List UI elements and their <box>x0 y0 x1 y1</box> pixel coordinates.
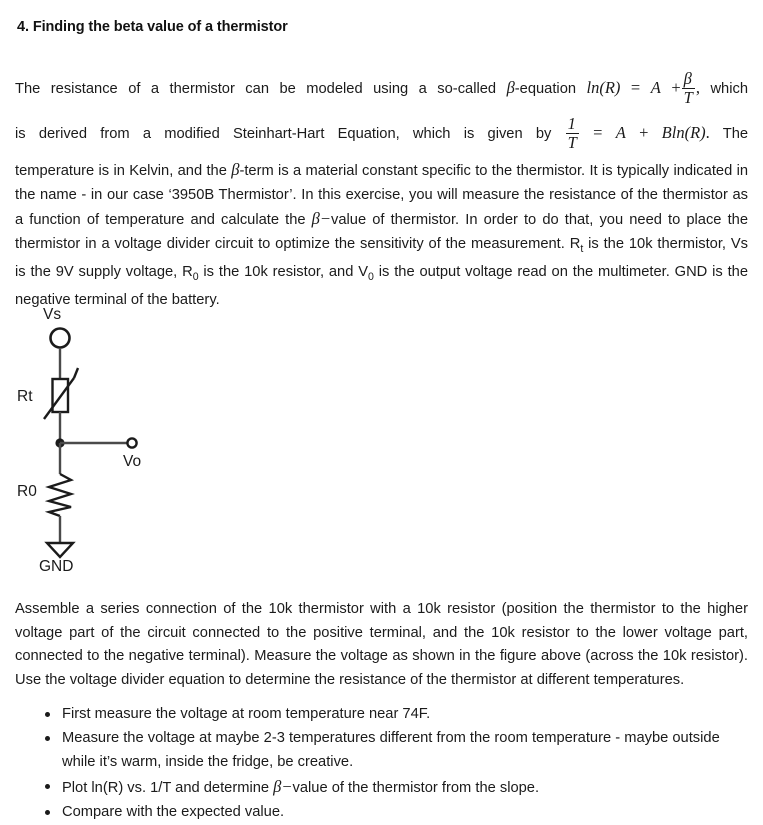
ground-label: GND <box>39 558 74 575</box>
equation2-numerator: 1 <box>567 114 576 134</box>
subscript-t: t <box>580 242 584 255</box>
circuit-diagram-figure <box>0 300 260 580</box>
paragraph-1-seg3: which <box>699 81 749 97</box>
supply-terminal-icon <box>51 329 70 348</box>
instructions-text-block <box>15 598 748 692</box>
equation1-comma: , <box>695 78 700 97</box>
paragraph-2-seg2: The <box>709 126 749 142</box>
paragraph-2-seg1: is derived from a modified Steinhart-Hart Equation, which is given by <box>15 126 565 142</box>
paragraph-3-part5: is the 10k resistor, and V <box>198 263 369 280</box>
equation-beta-form <box>586 69 700 107</box>
resistor-zigzag-icon <box>49 474 71 516</box>
task-bullet-list <box>15 703 748 825</box>
thermistor-label: Rt <box>17 388 33 405</box>
output-terminal-icon <box>127 438 136 447</box>
beta-value-symbol: β− <box>311 209 332 228</box>
subscript-zero-voltage: 0 <box>368 270 374 283</box>
list-item-text: Measure the voltage at maybe 2-3 temperatures different from the room temperature - maybe outside while it’s warm, inside the fridge, be creative. <box>62 730 720 770</box>
bullet-dot-icon <box>45 736 50 741</box>
paragraph-3-part3: value of thermistor. In order to do that, you need to place the thermistor in a voltage divider circuit to optimize the sensitivity of the measurement. R <box>15 212 748 252</box>
output-label: Vo <box>123 453 142 470</box>
paragraph-3-part6: is the output voltage read on the multimeter. GND is the negative terminal of the battery. <box>15 263 748 309</box>
equation2-fraction <box>566 115 579 151</box>
equation2-denominator: T <box>567 132 577 152</box>
beta-value-symbol-bullet: β− <box>273 776 293 796</box>
paragraph-3-part4: is the 10k thermistor, Vs is the 9V supply voltage, R <box>15 235 749 280</box>
paragraph-3 <box>15 158 748 313</box>
bullet-dot-icon <box>45 810 50 815</box>
equation1-plus: + <box>671 78 681 97</box>
equation2-eq: = <box>593 123 603 142</box>
beta-symbol: β <box>506 78 515 97</box>
bullet-dot-icon <box>45 784 50 789</box>
list-item-text-before: Plot ln(R) vs. 1/T and determine <box>62 779 274 796</box>
paragraph-1-seg1: The resistance of a thermistor can be modeled using a so-called <box>15 81 507 97</box>
equation2-rhs-b: Bln(R) <box>661 123 706 142</box>
equation1-numerator: β <box>683 69 692 89</box>
list-item-text: Compare with the expected value. <box>62 803 285 820</box>
equation2-rhs-a: A <box>615 123 626 142</box>
paragraph-2 <box>15 111 748 156</box>
paragraph-3-part1: temperature is in Kelvin, and the <box>15 163 232 179</box>
beta-symbol-term: β <box>231 160 240 179</box>
bullet-dot-icon <box>45 712 50 717</box>
equation2-period: . <box>705 123 710 142</box>
subscript-zero-resistor: 0 <box>192 270 199 283</box>
list-item <box>15 703 748 727</box>
resistor-label: R0 <box>17 483 37 500</box>
instructions-paragraph: Assemble a series connection of the 10k thermistor with a 10k resistor (position the thermistor to the higher voltage part of the circuit connected to the positive terminal, and the 10k resistor to the lower voltage part, connected to the negative terminal). Measure the voltage as shown in the figure above (across the 10k resistor). Use the voltage divider equation to determine the resistance of the thermistor at different temperatures. <box>15 601 748 688</box>
equation1-fraction <box>682 70 695 106</box>
thermistor-arrow-kink-icon <box>74 368 78 378</box>
equation1-lhs: ln(R) <box>586 78 621 97</box>
equation1-eq: = <box>630 78 641 97</box>
list-item <box>15 801 748 825</box>
equation1-rhs-a: A <box>650 78 661 97</box>
paragraph-3-part2: -term is a material constant specific to the thermistor. It is typically indicated in the name - in our case ‘3950B Thermistor’. In this exercise, you will measure the resistance of the thermistor as a function of temperature and calculate the <box>15 163 748 228</box>
equation1-denominator: T <box>683 87 693 107</box>
circuit-diagram-svg <box>0 300 260 580</box>
equation2-plus: + <box>639 123 649 142</box>
equation-steinhart-hart <box>565 114 710 152</box>
paragraph-1 <box>15 66 748 111</box>
page-title: 4. Finding the beta value of a thermistor <box>17 19 288 35</box>
intro-text-block <box>15 66 748 313</box>
list-item-text-after: value of the thermistor from the slope. <box>292 779 540 796</box>
ground-symbol-icon <box>47 543 73 557</box>
list-item <box>15 775 748 801</box>
list-item <box>15 727 748 774</box>
list-item-text: First measure the voltage at room temperature near 74F. <box>62 706 431 722</box>
paragraph-1-seg2: -equation <box>514 81 587 97</box>
supply-label: Vs <box>43 306 62 323</box>
